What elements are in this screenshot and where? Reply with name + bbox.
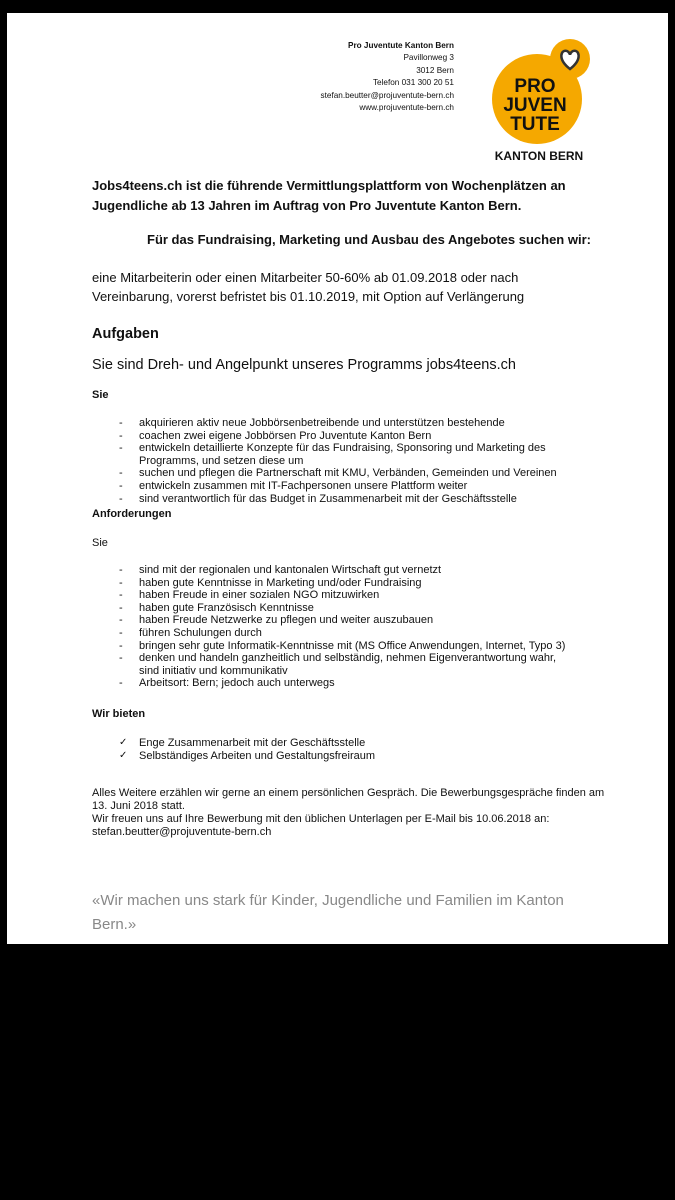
checkmark-icon: ✓ (119, 737, 128, 748)
tasks-list (92, 417, 572, 505)
sender-address (321, 40, 454, 114)
dash-mark: - (119, 417, 123, 429)
dash-mark: - (119, 479, 123, 492)
list-item: - entwickeln detaillierte Konzepte für das Fundraising, Sponsoring und Marketing des Programms, und setzen diese um (119, 442, 546, 467)
dash-mark: - (119, 492, 123, 505)
list-item: - haben gute Französisch Kenntnisse (119, 601, 314, 614)
list-item: - denken und handeln ganzheitlich und selbständig, nehmen Eigenverantwortung wahr, sind initiativ und kommunikativ (119, 652, 557, 677)
list-item: - sind mit der regionalen und kantonalen Wirtschaft gut vernetzt (119, 564, 442, 576)
offer-list (92, 737, 572, 762)
logo-line2: JUVEN (503, 95, 567, 116)
list-item: - haben gute Kenntnisse in Marketing und/oder Fundraising (119, 576, 422, 589)
list-item: - coachen zwei eigene Jobbörsen Pro Juventute Kanton Bern (119, 429, 432, 442)
position-description: eine Mitarbeiterin oder einen Mitarbeiter 50-60% ab 01.09.2018 oder nach Vereinbarung, vorerst befristet bis 01.10.2019, mit Option auf Verlängerung (92, 270, 525, 304)
slogan: «Wir machen uns stark für Kinder, Jugendliche und Familien im Kanton Bern.» (92, 892, 564, 933)
list-item: ✓ Enge Zusammenarbeit mit der Geschäftsstelle (119, 737, 366, 749)
logo-subtitle: KANTON BERN (494, 149, 584, 163)
tasks-label: Sie (92, 389, 109, 401)
list-item: - akquirieren aktiv neue Jobbörsenbetreibende und unterstützen bestehende (119, 417, 505, 429)
sender-org: Pro Juventute Kanton Bern (348, 41, 454, 50)
list-item: - suchen und pflegen die Partnerschaft mit KMU, Verbänden, Gemeinden und Vereinen (119, 467, 557, 480)
closing-text (92, 787, 612, 839)
closing-line2: Wir freuen uns auf Ihre Bewerbung mit den üblichen Unterlagen per E-Mail bis 10.06.2018 an: (92, 813, 550, 825)
list-item: - bringen sehr gute Informatik-Kenntnisse mit (MS Office Anwendungen, Internet, Typo 3) (119, 639, 566, 652)
tasks-heading: Aufgaben (92, 326, 159, 342)
requirements-label: Sie (92, 537, 108, 549)
dash-mark: - (119, 467, 123, 480)
list-item: ✓ Selbständiges Arbeiten und Gestaltungsfreiraum (119, 749, 376, 762)
list-item: - haben Freude Netzwerke zu pflegen und weiter auszubauen (119, 614, 434, 627)
dash-mark: - (119, 589, 123, 602)
dash-mark: - (119, 429, 123, 442)
dash-mark: - (119, 677, 123, 690)
dash-mark: - (119, 564, 123, 576)
dash-mark: - (119, 639, 123, 652)
dash-mark: - (119, 652, 123, 665)
sender-city: 3012 Bern (416, 65, 454, 75)
checkmark-icon: ✓ (119, 749, 128, 761)
logo-line1: PRO (514, 76, 556, 97)
tasks-lead: Sie sind Dreh- und Angelpunkt unseres Programms jobs4teens.ch (92, 357, 516, 373)
sender-web[interactable]: www.projuventute-bern.ch (359, 103, 454, 113)
pro-juventute-logo (487, 37, 597, 167)
subheading: Für das Fundraising, Marketing und Ausbau des Angebotes suchen wir: (147, 232, 591, 247)
requirements-list (92, 564, 572, 690)
document-page (7, 13, 668, 944)
list-item: - sind verantwortlich für das Budget in Zusammenarbeit mit der Geschäftsstelle (119, 492, 517, 505)
closing-line1: Alles Weitere erzählen wir gerne an einem persönlichen Gespräch. Die Bewerbungsgespräche finden am 13. Juni 2018 statt. (92, 787, 605, 812)
requirements-heading: Anforderungen (92, 508, 172, 520)
dash-mark: - (119, 576, 123, 589)
offer-heading: Wir bieten (92, 708, 146, 720)
dash-mark: - (119, 626, 123, 639)
list-item: - haben Freude in einer sozialen NGO mitzuwirken (119, 589, 380, 602)
list-item: - entwickeln zusammen mit IT-Fachpersonen unsere Plattform weiter (119, 479, 468, 492)
intro-text: Jobs4teens.ch ist die führende Vermittlungsplattform von Wochenplätzen an Jugendliche ab 13 Jahren im Auftrag von Pro Juventute Kanton Bern. (92, 178, 566, 213)
dash-mark: - (119, 601, 123, 614)
sender-phone: Telefon 031 300 20 51 (372, 78, 454, 88)
dash-mark: - (119, 614, 123, 627)
list-item: - Arbeitsort: Bern; jedoch auch unterwegs (119, 677, 335, 690)
list-item: - führen Schulungen durch (119, 626, 262, 639)
sender-email[interactable]: stefan.beutter@projuventute-bern.ch (320, 90, 454, 100)
logo-line3: TUTE (510, 114, 560, 135)
sender-street: Pavillonweg 3 (403, 53, 454, 63)
dash-mark: - (119, 442, 123, 455)
closing-email[interactable]: stefan.beutter@projuventute-bern.ch (92, 826, 272, 838)
